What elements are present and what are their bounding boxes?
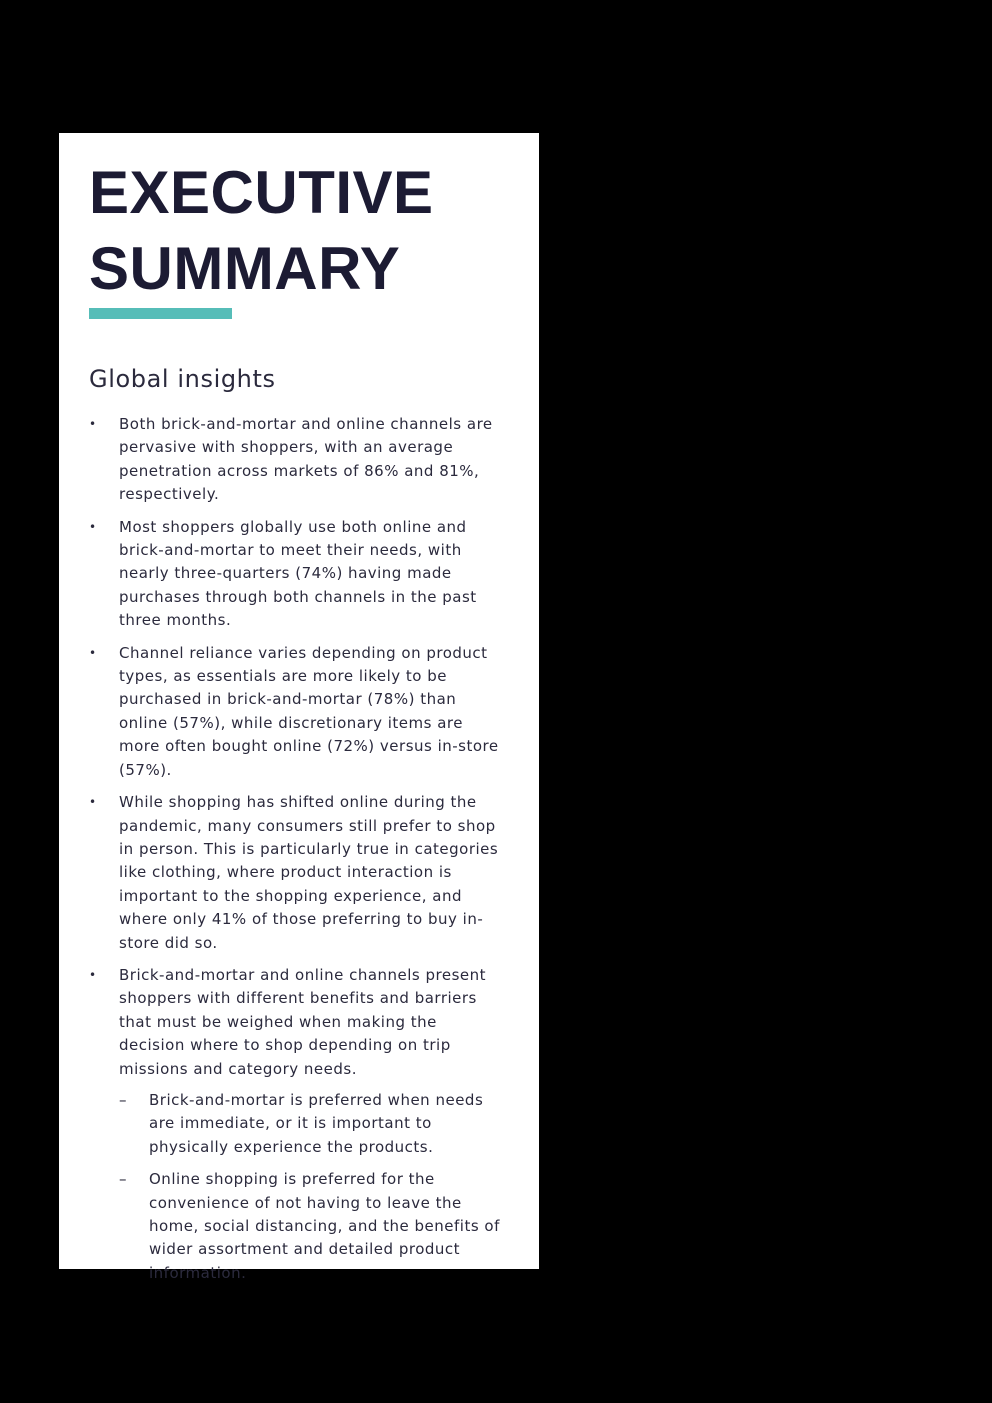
list-item-text: While shopping has shifted online during the pandemic, many consumers still prefer to shop in person. This is particularly true in categories like clothing, where product interaction is important to the shopping experience, and where only 41% of those preferring to buy in-store did so. [119, 793, 499, 952]
list-item-text: Most shoppers globally use both online and brick-and-mortar to meet their needs, with nearly three-quarters (74%) having made purchases through both channels in the past three months. [119, 517, 477, 630]
bullet-icon: • [89, 645, 97, 660]
sub-list [119, 1089, 507, 1285]
insights-list [89, 413, 507, 1294]
page-title-line-1: EXECUTIVE [89, 159, 434, 226]
bullet-icon: • [89, 417, 97, 431]
page-title [89, 155, 434, 307]
sub-list-item-text: Online shopping is preferred for the convenience of not having to leave the home, social distancing, and the benefits of wider assortment and detailed product information. [149, 1170, 500, 1282]
list-item [89, 791, 507, 955]
title-accent-bar [89, 308, 232, 319]
content-panel [59, 133, 539, 1282]
bullet-icon: • [89, 967, 97, 982]
section-subtitle: Global insights [89, 365, 276, 393]
list-item-text: Channel reliance varies depending on product types, as essentials are more likely to be purchased in brick-and-mortar (78%) than online (57%), while discretionary items are more often bought online (72%) versus in-store (57%). [119, 643, 499, 779]
list-item [89, 964, 507, 1285]
page-title-line-2: SUMMARY [89, 235, 401, 302]
bullet-icon: • [89, 519, 97, 534]
list-item [89, 642, 507, 782]
dash-icon: – [119, 1090, 127, 1109]
bullet-icon: • [89, 795, 97, 810]
dash-icon: – [119, 1170, 127, 1189]
sub-list-item [119, 1089, 507, 1159]
list-item-text: Brick-and-mortar and online channels present shoppers with different benefits and barriers that must be weighed when making the decision where to shop depending on trip missions and category needs. [119, 965, 487, 1078]
list-item-text: Both brick-and-mortar and online channels are pervasive with shoppers, with an average penetration across markets of 86% and 81%, respectively. [119, 415, 493, 504]
list-item [89, 413, 507, 507]
sub-list-item [119, 1168, 507, 1285]
list-item [89, 516, 507, 633]
sub-list-item-text: Brick-and-mortar is preferred when needs are immediate, or it is important to physically experience the products. [149, 1090, 484, 1156]
